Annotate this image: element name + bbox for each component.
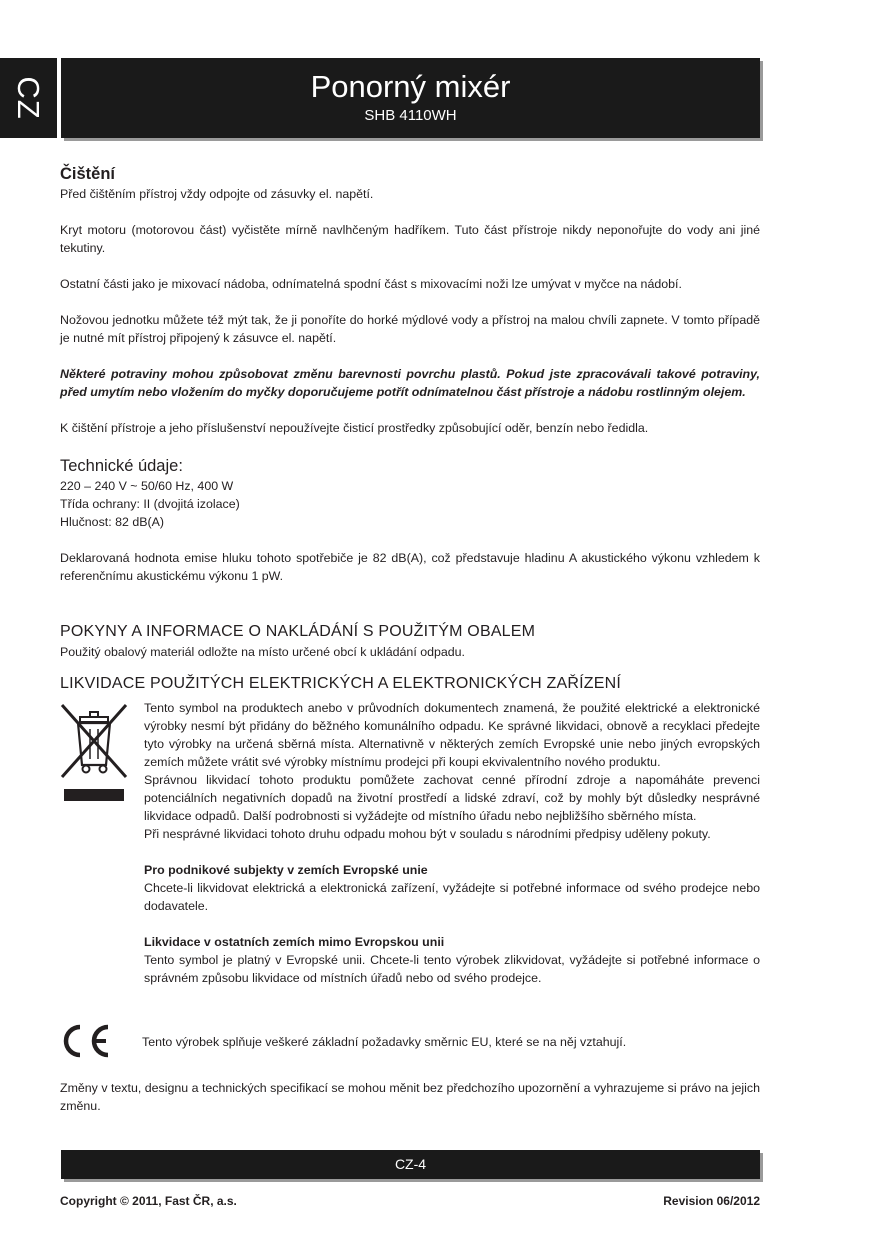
disposal-heading: LIKVIDACE POUŽITÝCH ELEKTRICKÝCH A ELEKTRONICKÝCH ZAŘÍZENÍ <box>60 675 622 692</box>
spec-power: 220 – 240 V ~ 50/60 Hz, 400 W <box>60 479 234 493</box>
noise-declaration: Deklarovaná hodnota emise hluku tohoto spotřebiče je 82 dB(A), což představuje hladinu A akustického výkonu vzhledem k referenčnímu akustickému výkonu 1 pW. <box>60 551 760 583</box>
disposal-paragraph-3: Při nesprávné likvidaci tohoto druhu odpadu mohou být v souladu s národními předpisy uděleny pokuty. <box>144 827 711 841</box>
disposal-paragraph-2: Správnou likvidací tohoto produktu pomůžete zachovat cenné přírodní zdroje a napomáháte prevenci potenciálních negativních dopadů na životní prostředí a lidské zdraví, což by mohly být důsledky nesprávné likvidace odpadů. Další podrobnosti si vyžádejte od místního úřadu nebo nejbližšího sběrného místa. <box>144 773 760 823</box>
cleaning-paragraph-1: Před čištěním přístroj vždy odpojte od zásuvky el. napětí. <box>60 187 374 201</box>
cleaning-warning: Některé potraviny mohou způsobovat změnu barevnosti povrchu plastů. Pokud jste zpracovávali takové potraviny, před umytím nebo vložením do myčky doporučujeme potřít odnímatelnou část přístroje a nádobu rostlinným olejem. <box>60 367 760 399</box>
non-eu-heading: Likvidace v ostatních zemích mimo Evropskou unii <box>144 935 445 949</box>
weee-crossed-bin-icon <box>60 703 128 803</box>
cleaning-paragraph-4: Nožovou jednotku můžete též mýt tak, že ji ponoříte do horké mýdlové vody a přístroj na malou chvíli zapnete. V tomto případě je nutné mít přístroj připojený k zásuvce el. napětí. <box>60 313 760 345</box>
tech-heading: Technické údaje: <box>60 457 183 475</box>
revision: Revision 06/2012 <box>663 1194 760 1208</box>
packaging-heading: POKYNY A INFORMACE O NAKLÁDÁNÍ S POUŽITÝM OBALEM <box>60 623 536 640</box>
cleaning-paragraph-5: K čištění přístroje a jeho příslušenství nepoužívejte čisticí prostředky způsobující oděr, benzín nebo ředidla. <box>60 421 649 435</box>
page-number-bar <box>61 1150 760 1179</box>
changes-notice: Změny v textu, designu a technických specifikací se mohou měnit bez předchozího upozornění a vyhrazujeme si právo na jejich změnu. <box>60 1081 760 1113</box>
disposal-text <box>144 699 760 987</box>
page-number: CZ-4 <box>394 1156 427 1172</box>
spec-noise: Hlučnost: 82 dB(A) <box>60 515 164 529</box>
disposal-paragraph-1: Tento symbol na produktech anebo v průvodních dokumentech znamená, že použité elektrické a elektronické výrobky nesmí být přidány do běžného komunálního odpadu. Ke správné likvidaci, obnově a recyklaci předejte tyto výrobky na určená sběrná místa. Alternativně v některých zemích Evropské unie nebo jiných evropských zemích můžete vrátit své výrobky místnímu prodejci při koupi ekvivalentního nového produktu. <box>144 701 760 769</box>
ce-compliance <box>60 1023 760 1063</box>
eu-business-heading: Pro podnikové subjekty v zemích Evropské unie <box>144 863 428 877</box>
main-content <box>60 163 760 1133</box>
cleaning-paragraph-3: Ostatní části jako je mixovací nádoba, odnímatelná spodní část s mixovacími noži lze umývat v myčce na nádobí. <box>60 277 682 291</box>
copyright: Copyright © 2011, Fast ČR, a.s. <box>60 1194 237 1208</box>
language-code: CZ <box>11 76 46 120</box>
packaging-text: Použitý obalový materiál odložte na místo určené obcí k ukládání odpadu. <box>60 645 466 659</box>
page-title: Ponorný mixér <box>310 69 511 104</box>
spec-protection-class: Třída ochrany: II (dvojitá izolace) <box>60 497 240 511</box>
language-tab <box>0 58 57 138</box>
model-number: SHB 4110WH <box>364 107 457 124</box>
non-eu-text: Tento symbol je platný v Evropské unii. Chcete-li tento výrobek zlikvidovat, vyžádejte si potřebné informace o správném způsobu likvidace od místních úřadů nebo od svého prodejce. <box>144 953 760 985</box>
ce-text: Tento výrobek splňuje veškeré základní požadavky směrnic EU, které se na něj vztahují. <box>142 1035 627 1049</box>
eu-business-text: Chcete-li likvidovat elektrická a elektronická zařízení, vyžádejte si potřebné informace od svého prodejce nebo dodavatele. <box>144 881 760 913</box>
ce-mark-icon <box>60 1023 112 1059</box>
cleaning-heading: Čištění <box>60 165 116 183</box>
tech-specs <box>60 477 760 531</box>
title-bar <box>61 58 760 138</box>
disposal-section <box>60 699 760 987</box>
cleaning-paragraph-2: Kryt motoru (motorovou část) vyčistěte mírně navlhčeným hadříkem. Tuto část přístroje nikdy neponořujte do vody ani jiné tekutiny. <box>60 223 760 255</box>
